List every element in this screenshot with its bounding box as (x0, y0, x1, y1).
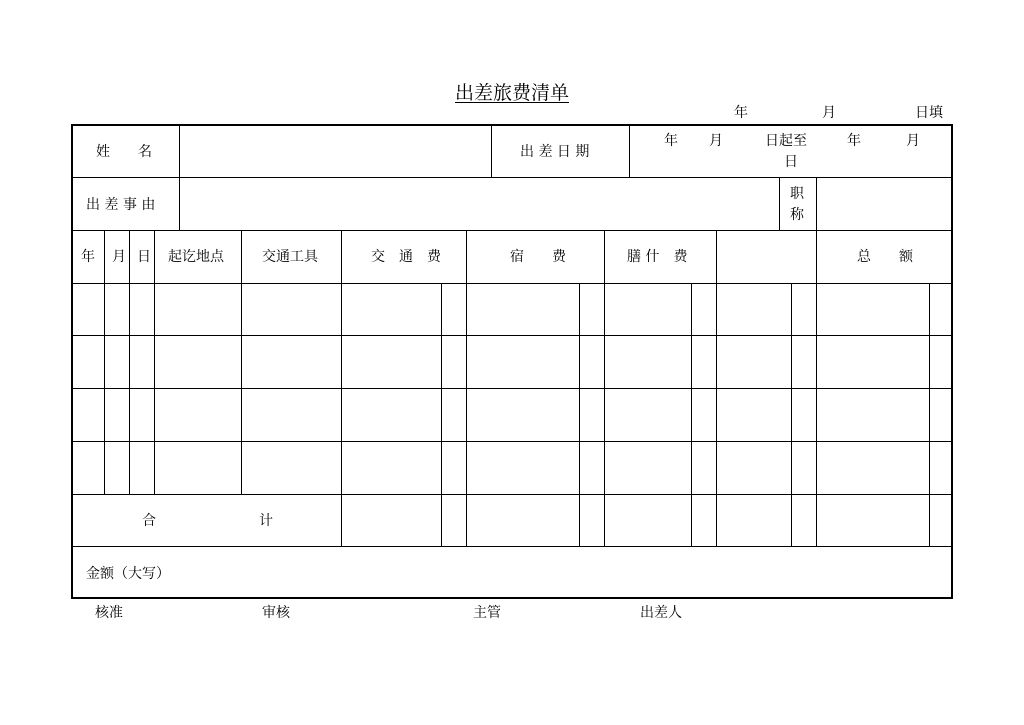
col-divider (604, 231, 605, 546)
col-divider (929, 284, 930, 546)
job-title-label: 称 (790, 207, 804, 223)
col-header-meal-fee: 膳 什 费 (627, 249, 688, 265)
subtotal-label-he: 合 (142, 513, 156, 529)
col-divider (441, 284, 442, 546)
fill-date-month: 月 (822, 105, 836, 121)
name-label: 姓 名 (96, 144, 152, 160)
col-divider (466, 231, 467, 546)
fill-date-year: 年 (734, 105, 748, 121)
trip-date-month1: 月 (709, 133, 723, 149)
row-divider (72, 335, 952, 336)
trip-date-label: 出 差 日 期 (520, 144, 590, 160)
row-divider (72, 388, 952, 389)
expense-table (71, 124, 953, 599)
col-divider (779, 178, 780, 230)
col-divider (716, 231, 717, 546)
col-divider (816, 231, 817, 546)
col-header-total: 总 额 (857, 249, 913, 265)
trip-date-month2: 月 (906, 133, 920, 149)
col-divider (629, 126, 630, 178)
row-divider (72, 494, 952, 495)
col-header-year: 年 (81, 249, 95, 265)
signature-traveler: 出差人 (640, 605, 682, 621)
col-header-vehicle: 交通工具 (262, 249, 318, 265)
col-divider (491, 126, 492, 178)
col-divider (129, 231, 130, 494)
signature-approve: 核准 (95, 605, 123, 621)
col-divider (179, 126, 180, 230)
trip-date-day2: 日 (784, 154, 798, 170)
col-divider (579, 284, 580, 546)
col-divider (341, 231, 342, 546)
col-header-route: 起讫地点 (168, 249, 224, 265)
row-divider (72, 441, 952, 442)
col-header-lodging-fee: 宿 费 (510, 249, 566, 265)
trip-date-year1: 年 (664, 133, 678, 149)
col-divider (154, 231, 155, 494)
row-divider (72, 230, 952, 231)
trip-date-year2: 年 (847, 133, 861, 149)
col-divider (791, 284, 792, 546)
row-divider (72, 177, 952, 178)
trip-date-day-from: 日起至 (765, 133, 807, 149)
job-title-label: 职 (790, 186, 804, 202)
col-divider (241, 231, 242, 494)
form-title: 出差旅费清单 (454, 82, 569, 104)
col-divider (104, 231, 105, 494)
row-divider (72, 546, 952, 547)
col-divider (691, 284, 692, 546)
col-divider (816, 178, 817, 230)
row-divider (72, 283, 952, 284)
signature-supervisor: 主管 (473, 605, 501, 621)
col-header-month: 月 (112, 249, 126, 265)
subtotal-label-ji: 计 (259, 513, 273, 529)
signature-review: 审核 (262, 605, 290, 621)
col-header-day: 日 (137, 249, 151, 265)
col-header-transport-fee: 交 通 费 (371, 249, 441, 265)
amount-in-words-label: 金额（大写） (86, 566, 170, 582)
fill-date-day: 日填 (915, 105, 943, 121)
reason-label: 出 差 事 由 (86, 197, 156, 213)
